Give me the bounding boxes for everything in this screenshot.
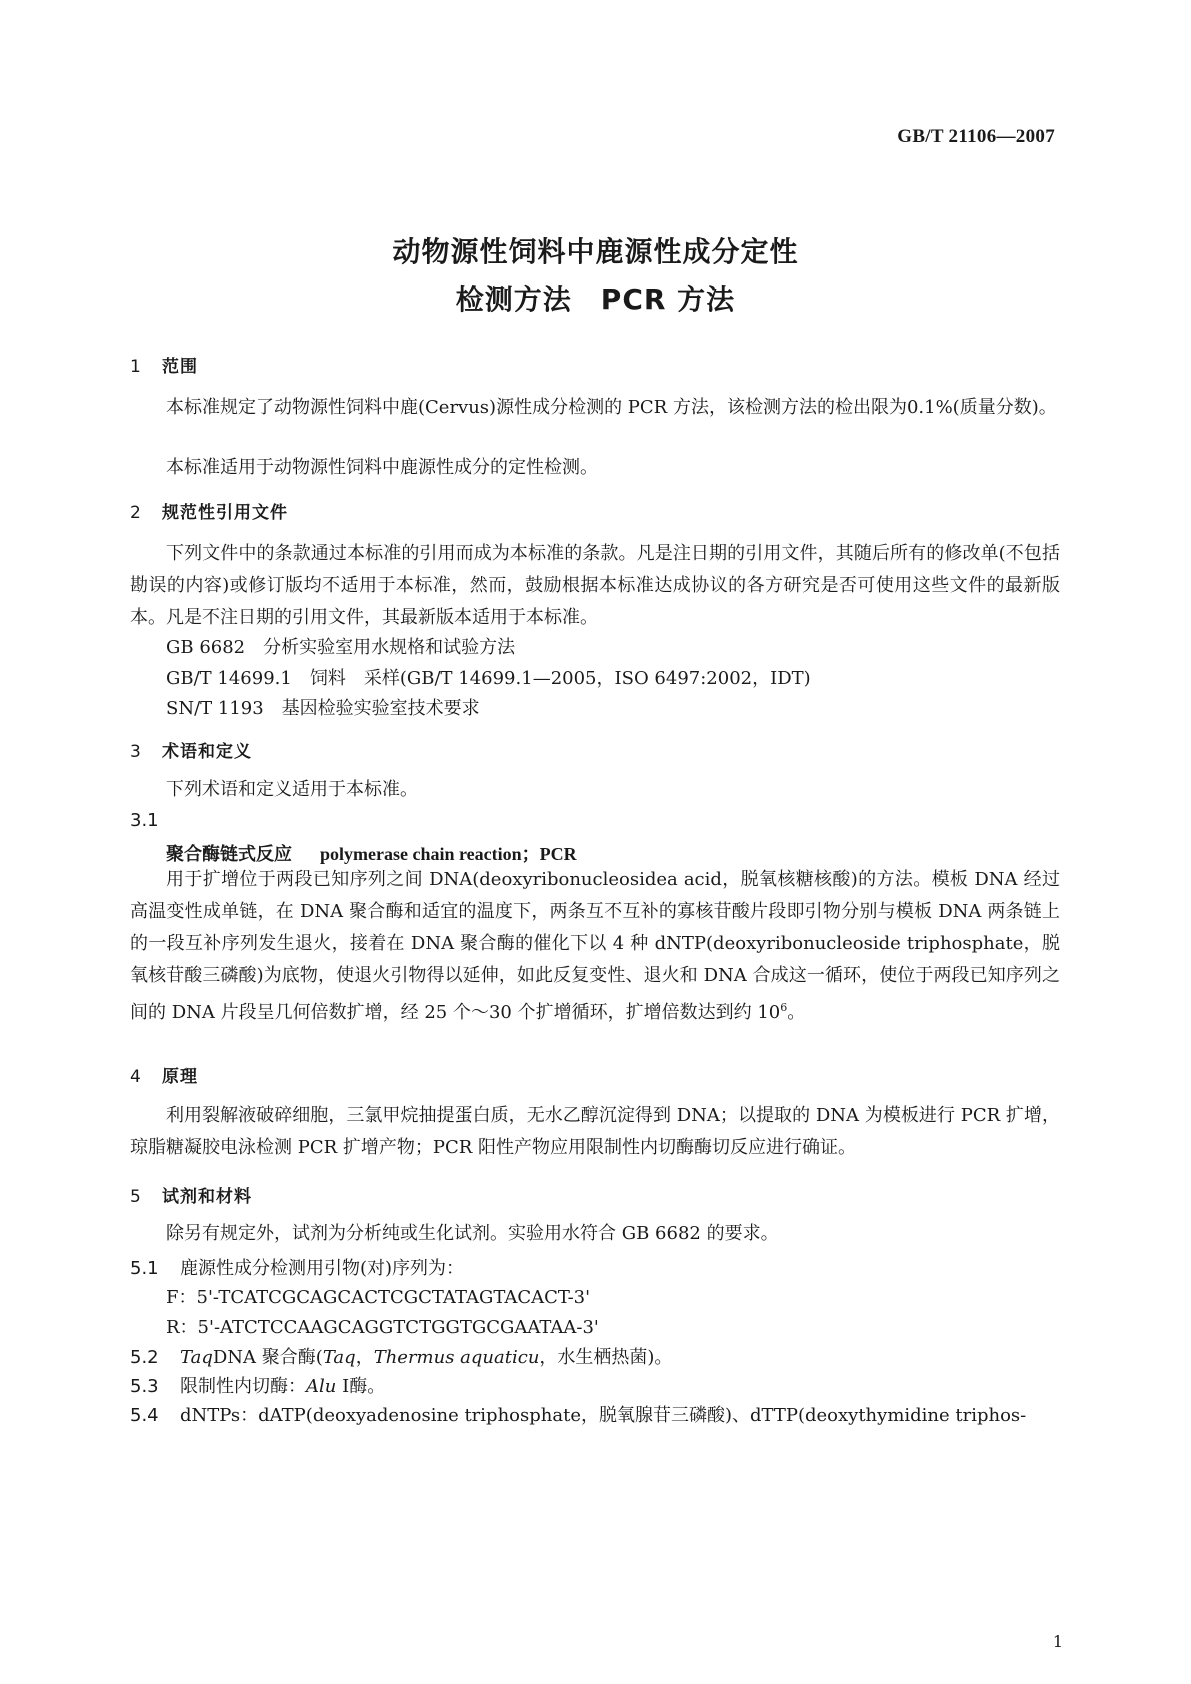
page-number: 1 xyxy=(1052,1632,1063,1651)
section-title: 试剂和材料 xyxy=(162,1187,252,1207)
section-1-heading xyxy=(130,352,198,377)
section-title: 规范性引用文件 xyxy=(162,503,288,523)
section-2-paragraph-1: 下列文件中的条款通过本标准的引用而成为本标准的条款。凡是注日期的引用文件，其随后所有的修改单(不包括勘误的内容)或修订版均不适用于本标准，然而，鼓励根据本标准达成协议的各方研究是否可使用这些文件的最新版本。凡是不注日期的引用文件，其最新版本适用于本标准。 xyxy=(130,543,1060,628)
section-number: 4 xyxy=(130,1067,142,1087)
item-5-2 xyxy=(130,1343,672,1369)
definition-end: 。 xyxy=(787,1002,806,1023)
section-number: 1 xyxy=(130,357,142,377)
section-4-heading xyxy=(130,1062,198,1087)
section-5-paragraph-1: 除另有规定外，试剂为分析纯或生化试剂。实验用水符合 GB 6682 的要求。 xyxy=(166,1223,779,1244)
section-3-heading xyxy=(130,737,252,762)
section-5-heading xyxy=(130,1182,252,1207)
standard-code: GB/T 21106—2007 xyxy=(897,126,1055,147)
document-title-line-2: 检测方法 PCR 方法 xyxy=(455,283,736,316)
item-number: 5.2 xyxy=(130,1347,159,1368)
item-text: ，水生栖热菌)。 xyxy=(539,1347,673,1368)
primer-forward: F：5'-TCATCGCAGCACTCGCTATAGTACACT-3' xyxy=(166,1287,591,1308)
section-title: 范围 xyxy=(162,357,198,377)
italic-taq: Taq xyxy=(322,1347,356,1368)
term-en: polymerase chain reaction；PCR xyxy=(320,844,577,864)
section-number: 3 xyxy=(130,742,142,762)
section-number: 5 xyxy=(130,1187,142,1207)
reference-item: GB 6682 分析实验室用水规格和试验方法 xyxy=(166,637,516,658)
exponent: 6 xyxy=(780,1001,788,1014)
item-text: 鹿源性成分检测用引物(对)序列为： xyxy=(180,1258,465,1279)
item-text: ， xyxy=(355,1347,374,1368)
section-number: 2 xyxy=(130,503,142,523)
item-text: 限制性内切酶： xyxy=(180,1376,306,1397)
section-title: 术语和定义 xyxy=(162,742,252,762)
item-number: 5.1 xyxy=(130,1258,159,1279)
italic-taq: Taq xyxy=(180,1347,213,1368)
section-1-paragraph-1: 本标准规定了动物源性饲料中鹿(Cervus)源性成分检测的 PCR 方法，该检测方法的检出限为0.1%(质量分数)。 xyxy=(166,397,1057,418)
document-title-line-1: 动物源性饲料中鹿源性成分定性 xyxy=(392,235,799,268)
reference-item: SN/T 1193 基因检验实验室技术要求 xyxy=(166,698,480,719)
term-heading xyxy=(166,840,577,866)
item-5-1 xyxy=(130,1254,464,1280)
italic-species: Thermus aquaticu xyxy=(373,1347,540,1368)
item-text: DNA 聚合酶( xyxy=(212,1347,323,1368)
italic-enzyme: Alu xyxy=(306,1376,337,1397)
section-2-heading xyxy=(130,498,288,523)
subsection-3-1-number xyxy=(130,810,180,831)
section-3-paragraph-1: 下列术语和定义适用于本标准。 xyxy=(166,779,418,800)
item-number: 5.3 xyxy=(130,1376,159,1397)
subsection-number: 3.1 xyxy=(130,810,159,831)
item-text: Ⅰ酶。 xyxy=(336,1376,386,1397)
reference-item: GB/T 14699.1 饲料 采样(GB/T 14699.1—2005，ISO 6497:2002，IDT) xyxy=(166,668,811,689)
item-5-3 xyxy=(130,1372,385,1398)
section-1-paragraph-2: 本标准适用于动物源性饲料中鹿源性成分的定性检测。 xyxy=(166,457,598,478)
item-text: dNTPs：dATP(deoxyadenosine triphosphate，脱氧腺苷三磷酸)、dTTP(deoxythymidine triphos- xyxy=(180,1405,1027,1426)
primer-reverse: R：5'-ATCTCCAAGCAGGTCTGGTGCGAATAA-3' xyxy=(166,1317,599,1338)
term-definition xyxy=(130,864,1060,1029)
definition-text: 用于扩增位于两段已知序列之间 DNA(deoxyribonucleosidea acid，脱氧核糖核酸)的方法。模板 DNA 经过高温变性成单链，在 DNA 聚合酶和适宜的温度下，两条互不互补的寡核苷酸片段即引物分别与模板 DNA 两条链上的一段互补序列发生退火，接着在 DNA 聚合酶的催化下以 4 种 dNTP(deoxyribonucleoside triphosphate，脱氧核苷酸三磷酸)为底物，使退火引物得以延伸，如此反复变性、退火和 DNA 合成这一循环，使位于两段已知序列之间的 DNA 片段呈几何倍数扩增，经 25 个～30 个扩增循环，扩增倍数达到约 10 xyxy=(130,869,1060,1023)
item-number: 5.4 xyxy=(130,1405,159,1426)
section-4-paragraph-1: 利用裂解液破碎细胞，三氯甲烷抽提蛋白质，无水乙醇沉淀得到 DNA；以提取的 DNA 为模板进行 PCR 扩增，琼脂糖凝胶电泳检测 PCR 扩增产物；PCR 阳性产物应用限制性内切酶酶切反应进行确证。 xyxy=(130,1105,1060,1158)
term-zh: 聚合酶链式反应 xyxy=(166,844,292,865)
section-title: 原理 xyxy=(162,1067,198,1087)
item-5-4 xyxy=(130,1401,1026,1427)
